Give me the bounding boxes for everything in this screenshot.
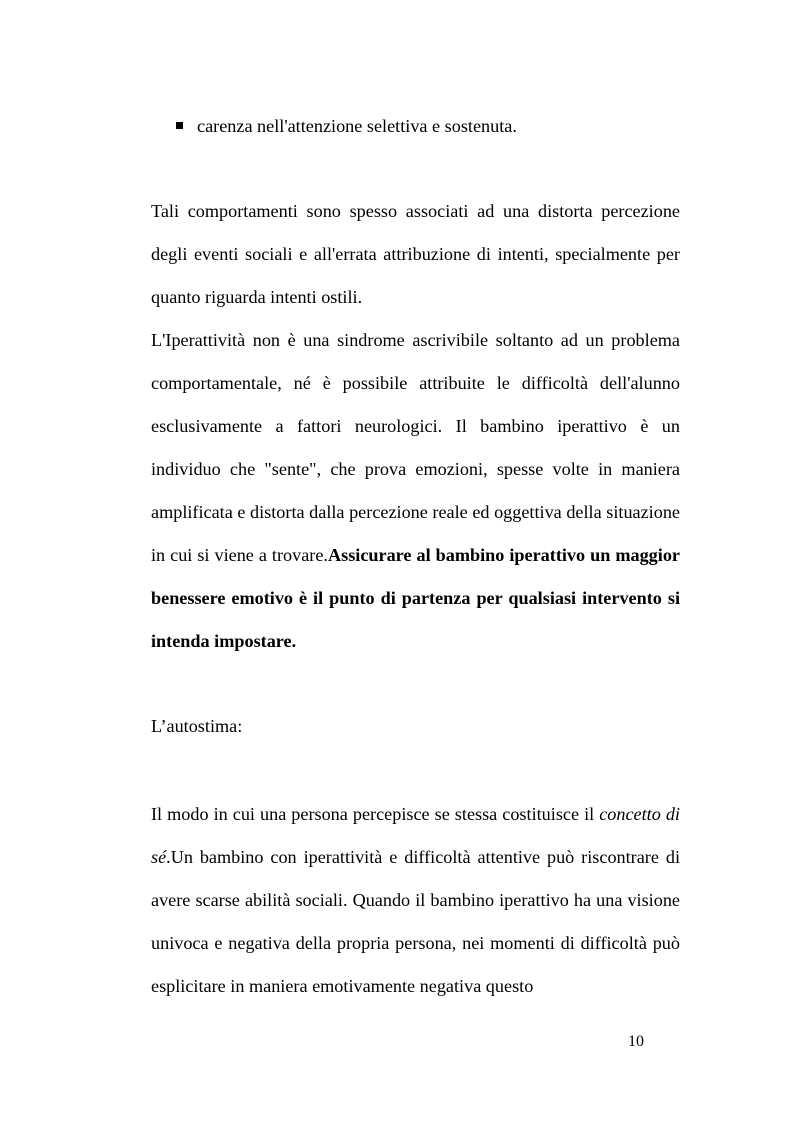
paragraph-social-perception: Tali comportamenti sono spesso associati ad una distorta percezione degli eventi sociali e all'errata attribuzione di intenti, specialmente per quanto riguarda intenti ostili. <box>151 201 680 307</box>
paragraph-self-concept-start: Il modo in cui una persona percepisce se stessa costituisce il <box>151 804 600 824</box>
paragraph-hyperactivity-emphasis: Assicurare al bambino iperattivo un maggior benessere emotivo è il punto di partenza per qualsiasi intervento si intenda impostare. <box>151 545 680 651</box>
paragraph-hyperactivity-text: L'Iperattività non è una sindrome ascrivibile soltanto ad un problema comportamentale, né è possibile attribuite le difficoltà dell'alunno esclusivamente a fattori neurologici. Il bambino iperattivo è un individuo che "sente", che prova emozioni, spesse volte in maniera amplificata e distorta dalla percezione reale ed oggettiva della situazione in cui si viene a trovare. <box>151 330 680 565</box>
paragraph-hyperactivity <box>151 319 680 663</box>
page-number: 10 <box>628 1033 644 1050</box>
square-bullet-icon <box>176 122 183 129</box>
paragraph-self-concept-rest: .Un bambino con iperattività e difficoltà attentive può riscontrare di avere scarse abilità sociali. Quando il bambino iperattivo ha una visione univoca e negativa della propria persona, nei momenti di difficoltà può esplicitare in maniera emotivamente negativa questo <box>151 847 680 996</box>
paragraph-self-concept <box>151 793 680 1008</box>
bullet-item <box>176 112 517 140</box>
section-heading-autostima: L’autostima: <box>151 716 243 736</box>
bullet-text: carenza nell'attenzione selettiva e sostenuta. <box>197 116 517 136</box>
paragraph-self-concept-italic: concetto di sé <box>151 804 680 867</box>
